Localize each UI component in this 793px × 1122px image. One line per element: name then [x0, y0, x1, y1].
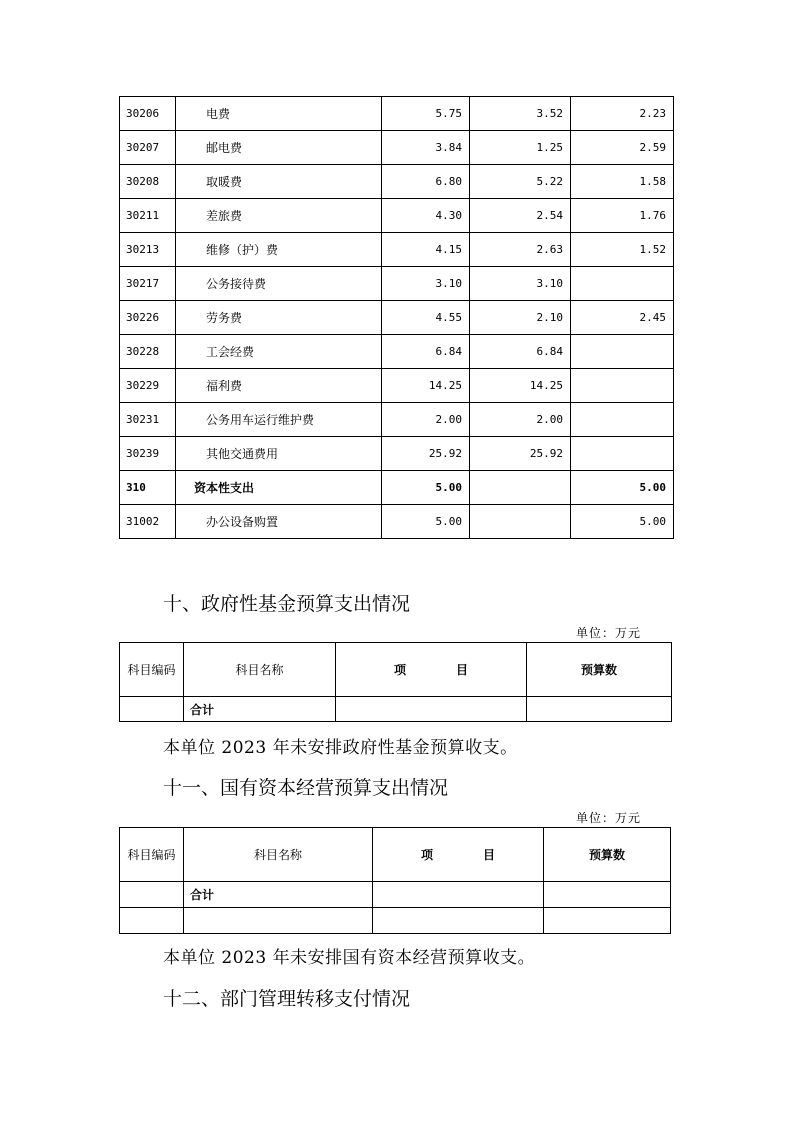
total-amount-cell: 4.55 [382, 301, 470, 335]
subject-code-cell: 31002 [120, 505, 176, 539]
subject-name-cell: 电费 [176, 97, 382, 131]
table-row [120, 437, 674, 471]
subject-code-cell: 30226 [120, 301, 176, 335]
project-expense-cell [571, 335, 674, 369]
table-row [120, 233, 674, 267]
total-label: 合计 [184, 882, 373, 908]
basic-expense-cell: 6.84 [470, 335, 571, 369]
table-row [120, 97, 674, 131]
subject-code-cell: 30231 [120, 403, 176, 437]
total-code-cell [120, 882, 184, 908]
section11-note: 本单位 2023 年未安排国有资本经营预算收支。 [163, 948, 536, 968]
table-row [120, 369, 674, 403]
subject-code-cell: 30228 [120, 335, 176, 369]
subject-code-cell: 30211 [120, 199, 176, 233]
section10-note: 本单位 2023 年未安排政府性基金预算收支。 [163, 738, 518, 758]
total-amount-cell: 4.15 [382, 233, 470, 267]
subject-code-cell: 30217 [120, 267, 176, 301]
table-row [120, 199, 674, 233]
expense-table [119, 96, 674, 539]
total-amount-cell: 5.00 [382, 471, 470, 505]
basic-expense-cell: 3.10 [470, 267, 571, 301]
subject-code-cell: 30208 [120, 165, 176, 199]
project-expense-cell: 5.00 [571, 505, 674, 539]
project-expense-cell [571, 267, 674, 301]
header-code: 科目编码 [120, 643, 184, 697]
total-amount-cell: 5.75 [382, 97, 470, 131]
table-row [120, 301, 674, 335]
project-expense-cell: 2.23 [571, 97, 674, 131]
gov-fund-table [119, 642, 672, 722]
table-row [120, 403, 674, 437]
total-label: 合计 [184, 697, 336, 722]
subject-name-cell: 公务接待费 [176, 267, 382, 301]
table-row [120, 471, 674, 505]
project-expense-cell: 5.00 [571, 471, 674, 505]
project-expense-cell: 1.52 [571, 233, 674, 267]
section11-title: 十一、国有资本经营预算支出情况 [163, 777, 449, 799]
subject-name-cell: 维修（护）费 [176, 233, 382, 267]
subject-name-cell: 福利费 [176, 369, 382, 403]
section10-unit: 单位：万元 [576, 626, 642, 640]
header-project: 项 目 [336, 643, 527, 697]
subject-code-cell: 30213 [120, 233, 176, 267]
total-project-cell [373, 882, 544, 908]
project-expense-cell [571, 437, 674, 471]
header-amount: 预算数 [527, 643, 672, 697]
basic-expense-cell: 2.54 [470, 199, 571, 233]
header-name: 科目名称 [184, 828, 373, 882]
table-row [120, 131, 674, 165]
empty-cell [544, 908, 671, 934]
basic-expense-cell: 2.63 [470, 233, 571, 267]
header-name: 科目名称 [184, 643, 336, 697]
subject-name-cell: 其他交通费用 [176, 437, 382, 471]
empty-cell [184, 908, 373, 934]
state-capital-table [119, 827, 671, 934]
project-expense-cell [571, 369, 674, 403]
header-amount: 预算数 [544, 828, 671, 882]
subject-name-cell: 公务用车运行维护费 [176, 403, 382, 437]
empty-cell [120, 908, 184, 934]
total-amount-cell [544, 882, 671, 908]
basic-expense-cell: 3.52 [470, 97, 571, 131]
header-project: 项 目 [373, 828, 544, 882]
header-code: 科目编码 [120, 828, 184, 882]
subject-name-cell: 取暖费 [176, 165, 382, 199]
subject-name-cell: 劳务费 [176, 301, 382, 335]
subject-code-cell: 30239 [120, 437, 176, 471]
project-expense-cell: 1.76 [571, 199, 674, 233]
section12-title: 十二、部门管理转移支付情况 [163, 988, 411, 1010]
total-amount-cell [527, 697, 672, 722]
subject-name-cell: 差旅费 [176, 199, 382, 233]
basic-expense-cell [470, 505, 571, 539]
table-row [120, 505, 674, 539]
total-amount-cell: 25.92 [382, 437, 470, 471]
total-amount-cell: 3.10 [382, 267, 470, 301]
total-amount-cell: 3.84 [382, 131, 470, 165]
table-row [120, 335, 674, 369]
subject-code-cell: 30206 [120, 97, 176, 131]
subject-code-cell: 310 [120, 471, 176, 505]
project-expense-cell: 2.45 [571, 301, 674, 335]
subject-name-cell: 资本性支出 [176, 471, 382, 505]
subject-code-cell: 30207 [120, 131, 176, 165]
subject-code-cell: 30229 [120, 369, 176, 403]
total-amount-cell: 2.00 [382, 403, 470, 437]
basic-expense-cell [470, 471, 571, 505]
basic-expense-cell: 2.00 [470, 403, 571, 437]
table-row [120, 267, 674, 301]
basic-expense-cell: 5.22 [470, 165, 571, 199]
table-row [120, 165, 674, 199]
subject-name-cell: 工会经费 [176, 335, 382, 369]
project-expense-cell [571, 403, 674, 437]
project-expense-cell: 1.58 [571, 165, 674, 199]
subject-name-cell: 邮电费 [176, 131, 382, 165]
subject-name-cell: 办公设备购置 [176, 505, 382, 539]
total-amount-cell: 6.84 [382, 335, 470, 369]
section11-unit: 单位：万元 [576, 811, 642, 825]
total-project-cell [336, 697, 527, 722]
total-amount-cell: 14.25 [382, 369, 470, 403]
section10-title: 十、政府性基金预算支出情况 [163, 593, 411, 615]
total-amount-cell: 6.80 [382, 165, 470, 199]
basic-expense-cell: 14.25 [470, 369, 571, 403]
empty-cell [373, 908, 544, 934]
total-amount-cell: 5.00 [382, 505, 470, 539]
total-amount-cell: 4.30 [382, 199, 470, 233]
total-code-cell [120, 697, 184, 722]
basic-expense-cell: 1.25 [470, 131, 571, 165]
project-expense-cell: 2.59 [571, 131, 674, 165]
basic-expense-cell: 25.92 [470, 437, 571, 471]
basic-expense-cell: 2.10 [470, 301, 571, 335]
